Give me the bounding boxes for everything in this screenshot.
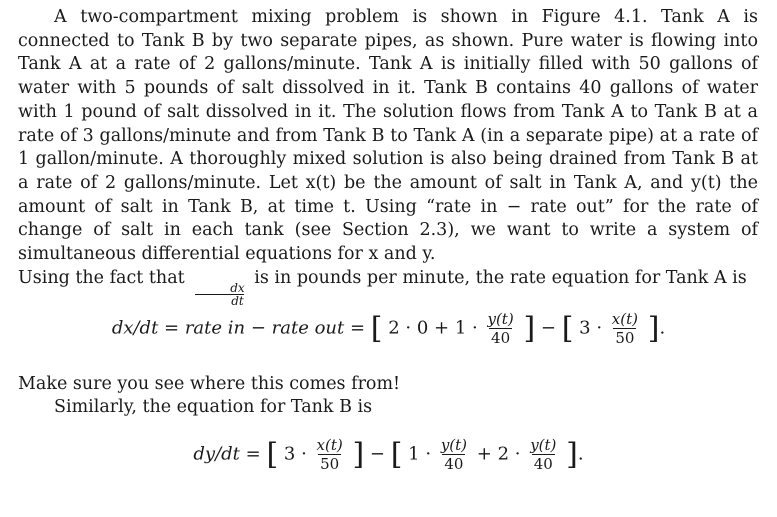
fraction-denominator: dt (195, 294, 244, 307)
fraction-numerator: y(t) (530, 436, 557, 454)
fraction (439, 436, 469, 473)
dx-dt-fraction (194, 282, 244, 307)
bracket-open: [ (390, 437, 403, 472)
rate-sentence-start: Using the fact that (18, 267, 185, 288)
rate-sentence-end: is in pounds per minute, the rate equation for Tank A is (254, 267, 747, 288)
fraction-numerator: x(t) (611, 310, 638, 328)
problem-text: A two-compartment mixing problem is shown in Figure 4.1. Tank A is connected to Tank B by two separate pipes, as shown. Pure water is flowing into Tank A at a rate of 2 gallons/minute. Tank A is initially filled with 50 gallons of water with 5 pounds of salt dissolved in it. Tank B contains 40 gallons of water with 1 pound of salt dissolved in it. The solution flows from Tank A to Tank B at a rate of 3 gallons/minute and from Tank B to Tank A (in a separate pipe) at a rate of 1 gallon/minute. A thoroughly mixed solution is also being drained from Tank B at a rate of 2 gallons/minute. Let x(t) be the amount of salt in Tank A, and y(t) the amount of salt in Tank B, at time t. Using “rate in − rate out” for the rate of change of salt in each tank (see Section 2.3), we want to write a system of simultaneous differential equations for x and y. (18, 7, 758, 265)
term-prefix: + 2 · (476, 443, 521, 465)
bracket-open: [ (561, 311, 574, 346)
fraction (485, 310, 515, 347)
problem-paragraph (18, 6, 758, 307)
fraction (315, 436, 345, 473)
term-prefix: 2 · 0 + 1 · (388, 317, 478, 339)
fraction-numerator: x(t) (316, 436, 343, 454)
fraction-numerator: y(t) (487, 310, 514, 328)
make-sure-line: Make sure you see where this comes from! (18, 374, 401, 394)
term-prefix: 3 · (579, 317, 603, 339)
equation-lhs: dy/dt = (193, 443, 261, 465)
bracket-close: ] (647, 311, 660, 346)
fraction-denominator: 50 (615, 329, 635, 347)
fraction-numerator: y(t) (440, 436, 468, 454)
tank-a-equation: dx/dt = rate in − rate out = [ 2 · 0 + 1 · $\frac{y(t)}{40}$ ] − [ 3 · $\frac{x(t)}{50}$ ]. (111, 310, 666, 347)
fraction (528, 436, 558, 473)
rate-sentence (18, 267, 747, 308)
fraction-denominator: 40 (533, 455, 553, 473)
fraction-denominator: 40 (491, 329, 511, 347)
bracket-close: ] (352, 437, 365, 472)
similarly-line: Similarly, the equation for Tank B is (54, 397, 373, 417)
bracket-open: [ (266, 437, 279, 472)
term-prefix: 3 · (283, 443, 307, 465)
bracket-close: ] (566, 437, 578, 472)
bracket-open: [ (370, 311, 383, 346)
equation-lhs: dx/dt = rate in − rate out = (111, 317, 366, 339)
fraction (610, 310, 640, 347)
fraction-denominator: 50 (320, 455, 340, 473)
bracket-close: ] (523, 311, 536, 346)
term-prefix: 1 · (408, 443, 432, 465)
fraction-denominator: 40 (444, 455, 464, 473)
tank-b-equation: dy/dt = [ 3 · $\frac{x(t)}{50}$ ] − [ 1 · $\frac{y(t)}{40}$ + 2 · $\frac{y(t)}{40}$ ]. (193, 436, 584, 473)
fraction-numerator: dx (230, 280, 245, 295)
